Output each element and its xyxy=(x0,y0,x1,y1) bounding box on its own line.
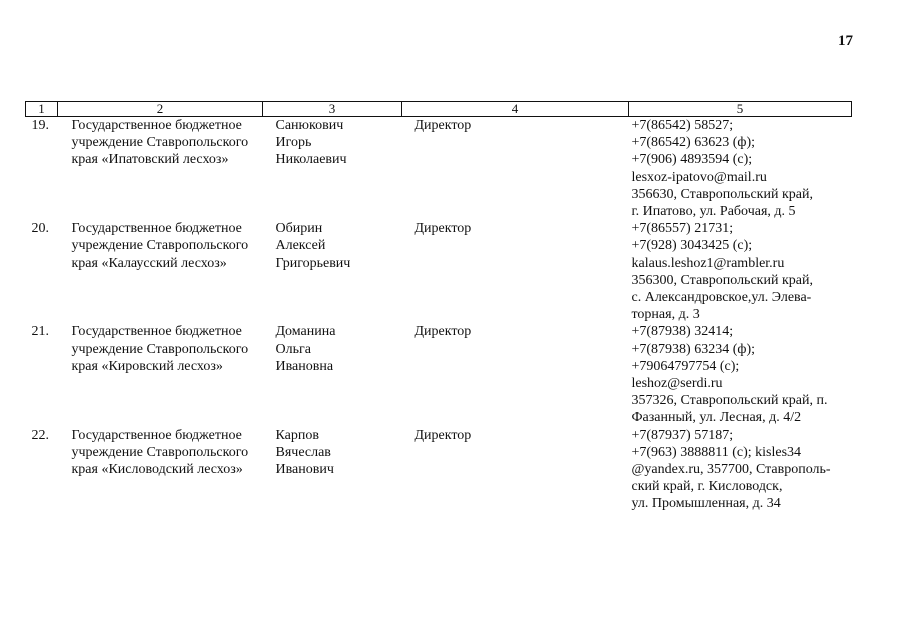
table-body xyxy=(26,117,852,513)
surname: Обирин xyxy=(275,221,323,237)
organization-name xyxy=(58,220,263,323)
row-number: 20. xyxy=(31,221,49,237)
director-name xyxy=(263,117,402,221)
contact-line: +7(86557) 21731; xyxy=(631,221,734,237)
first-name: Игорь xyxy=(275,135,312,151)
organization-name xyxy=(58,117,263,221)
column-number-3: 3 xyxy=(263,102,402,117)
director-name xyxy=(263,323,402,426)
organization-name xyxy=(58,323,263,426)
contact-line: @yandex.ru, 357700, Ставрополь- xyxy=(631,462,831,478)
row-number: 21. xyxy=(31,324,49,340)
contact-line: +7(86542) 63623 (ф); xyxy=(631,135,756,151)
column-number-row xyxy=(26,102,852,117)
contact-info xyxy=(629,427,852,513)
table-row xyxy=(26,323,852,426)
contact-line: +79064797754 (с); xyxy=(631,358,740,374)
page-number: 17 xyxy=(838,33,853,49)
contact-line: leshoz@serdi.ru xyxy=(631,376,723,392)
surname: Санюкович xyxy=(275,118,344,133)
contact-info xyxy=(629,323,852,426)
organization-line: края «Калаусский лесхоз» xyxy=(71,255,227,271)
organization-line: края «Кировский лесхоз» xyxy=(71,358,223,374)
table-header xyxy=(26,102,852,117)
contact-line: ский край, г. Кисловодск, xyxy=(631,479,783,495)
patronymic: Ивановна xyxy=(275,358,334,374)
organization-line: края «Кисловодский лесхоз» xyxy=(71,462,243,478)
position: Директор xyxy=(414,324,472,340)
director-name xyxy=(263,220,402,323)
contact-line: +7(906) 4893594 (с); xyxy=(631,152,753,168)
position: Директор xyxy=(414,427,472,443)
first-name: Вячеслав xyxy=(275,444,331,460)
contact-line: с. Александровское,ул. Элева- xyxy=(631,290,812,306)
contact-line: торная, д. 3 xyxy=(631,307,700,323)
contact-line: 357326, Ставропольский край, п. xyxy=(631,393,828,409)
contact-info xyxy=(629,117,852,221)
organization-line: учреждение Ставропольского xyxy=(71,238,249,254)
contact-line: г. Ипатово, ул. Рабочая, д. 5 xyxy=(631,204,796,220)
contact-line: +7(87938) 63234 (ф); xyxy=(631,341,756,357)
forestry-directory-table xyxy=(25,101,852,513)
organization-line: края «Ипатовский лесхоз» xyxy=(71,152,229,168)
organization-line: учреждение Ставропольского xyxy=(71,341,249,357)
contact-line: +7(87937) 57187; xyxy=(631,427,734,443)
first-name: Алексей xyxy=(275,238,326,254)
organization-line: Государственное бюджетное xyxy=(71,427,242,443)
position: Директор xyxy=(414,221,472,237)
director-name xyxy=(263,427,402,513)
table-row xyxy=(26,427,852,513)
contact-line: 356630, Ставропольский край, xyxy=(631,186,813,202)
surname: Доманина xyxy=(275,324,336,340)
contact-line: kalaus.leshoz1@rambler.ru xyxy=(631,255,785,271)
organization-line: Государственное бюджетное xyxy=(71,118,242,133)
contact-line: +7(963) 3888811 (с); kisles34 xyxy=(631,444,802,460)
column-number-2: 2 xyxy=(58,102,263,117)
organization-line: Государственное бюджетное xyxy=(71,221,242,237)
contact-line: Фазанный, ул. Лесная, д. 4/2 xyxy=(631,410,802,426)
table-row xyxy=(26,117,852,221)
column-number-5: 5 xyxy=(629,102,852,117)
patronymic: Николаевич xyxy=(275,152,347,168)
column-number-4: 4 xyxy=(402,102,629,117)
position: Директор xyxy=(414,118,472,133)
column-number-1: 1 xyxy=(26,102,58,117)
table-row xyxy=(26,220,852,323)
row-number: 22. xyxy=(31,427,49,443)
organization-line: учреждение Ставропольского xyxy=(71,135,249,151)
surname: Карпов xyxy=(275,427,319,443)
organization-line: Государственное бюджетное xyxy=(71,324,242,340)
contact-line: +7(87938) 32414; xyxy=(631,324,734,340)
contact-line: ул. Промышленная, д. 34 xyxy=(631,496,781,512)
row-number: 19. xyxy=(31,118,49,133)
patronymic: Иванович xyxy=(275,462,334,478)
contact-line: lesxoz-ipatovo@mail.ru xyxy=(631,169,767,185)
organization-name xyxy=(58,427,263,513)
contact-line: +7(86542) 58527; xyxy=(631,118,734,133)
patronymic: Григорьевич xyxy=(275,255,351,271)
organization-line: учреждение Ставропольского xyxy=(71,444,249,460)
contact-info xyxy=(629,220,852,323)
contact-line: +7(928) 3043425 (с); xyxy=(631,238,753,254)
first-name: Ольга xyxy=(275,341,311,357)
contact-line: 356300, Ставропольский край, xyxy=(631,272,813,288)
